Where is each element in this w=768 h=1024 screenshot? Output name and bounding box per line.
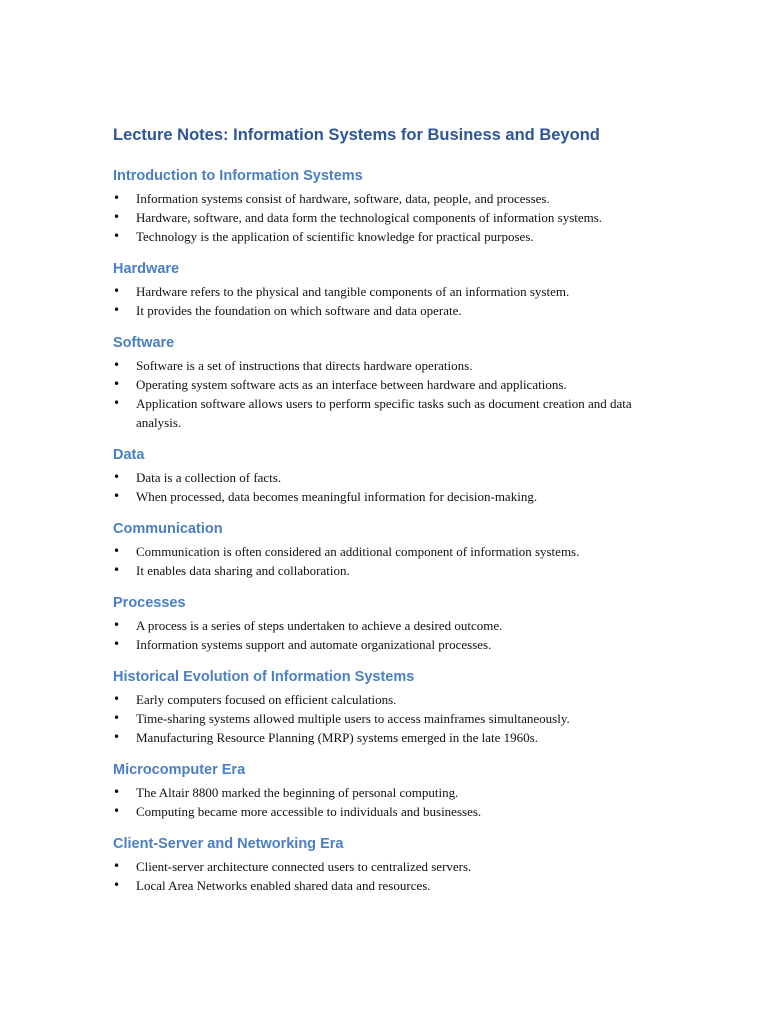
bullet-item: • It enables data sharing and collaboration.	[113, 561, 673, 580]
bullet-item: • Information systems support and automate organizational processes.	[113, 635, 673, 654]
section-heading: Introduction to Information Systems	[113, 168, 363, 184]
bullet-item: • Technology is the application of scientific knowledge for practical purposes.	[113, 227, 673, 246]
section	[113, 166, 673, 246]
bullet-item: • Manufacturing Resource Planning (MRP) systems emerged in the late 1960s.	[113, 728, 673, 747]
bullet-item: • Software is a set of instructions that directs hardware operations.	[113, 356, 673, 375]
bullet-list	[113, 616, 673, 654]
section	[113, 333, 673, 432]
bullet-list	[113, 783, 673, 821]
section-heading: Software	[113, 335, 175, 351]
bullet-item: • Client-server architecture connected users to centralized servers.	[113, 857, 673, 876]
section	[113, 667, 673, 747]
bullet-item: • Information systems consist of hardware, software, data, people, and processes.	[113, 189, 673, 208]
section-heading: Processes	[113, 595, 186, 611]
document-title: Lecture Notes: Information Systems for Business and Beyond	[113, 126, 600, 144]
section	[113, 834, 673, 895]
section	[113, 259, 673, 320]
section-heading: Communication	[113, 521, 223, 537]
bullet-item: • The Altair 8800 marked the beginning of personal computing.	[113, 783, 673, 802]
bullet-list	[113, 468, 673, 506]
bullet-list	[113, 189, 673, 246]
bullet-list	[113, 690, 673, 747]
bullet-list	[113, 542, 673, 580]
section	[113, 445, 673, 506]
section-heading: Client-Server and Networking Era	[113, 836, 344, 852]
bullet-item: • Computing became more accessible to individuals and businesses.	[113, 802, 673, 821]
bullet-item: • Time-sharing systems allowed multiple users to access mainframes simultaneously.	[113, 709, 673, 728]
bullet-item: • Hardware, software, and data form the technological components of information systems.	[113, 208, 673, 227]
bullet-item: • When processed, data becomes meaningful information for decision-making.	[113, 487, 673, 506]
document-page	[113, 124, 673, 908]
section-heading: Data	[113, 447, 145, 463]
bullet-item: • Hardware refers to the physical and tangible components of an information system.	[113, 282, 673, 301]
section-heading: Microcomputer Era	[113, 762, 246, 778]
bullet-item: • Local Area Networks enabled shared data and resources.	[113, 876, 673, 895]
section	[113, 760, 673, 821]
section	[113, 519, 673, 580]
bullet-item: • A process is a series of steps undertaken to achieve a desired outcome.	[113, 616, 673, 635]
bullet-item: • It provides the foundation on which software and data operate.	[113, 301, 673, 320]
bullet-item: • Operating system software acts as an interface between hardware and applications.	[113, 375, 673, 394]
bullet-item: • Communication is often considered an additional component of information systems.	[113, 542, 673, 561]
bullet-list	[113, 282, 673, 320]
bullet-item: • Application software allows users to perform specific tasks such as document creation and data analysis.	[113, 394, 673, 432]
section-heading: Historical Evolution of Information Systems	[113, 669, 415, 685]
section	[113, 593, 673, 654]
sections-container	[113, 166, 673, 895]
section-heading: Hardware	[113, 261, 180, 277]
bullet-item: • Early computers focused on efficient calculations.	[113, 690, 673, 709]
bullet-item: • Data is a collection of facts.	[113, 468, 673, 487]
bullet-list	[113, 857, 673, 895]
bullet-list	[113, 356, 673, 432]
